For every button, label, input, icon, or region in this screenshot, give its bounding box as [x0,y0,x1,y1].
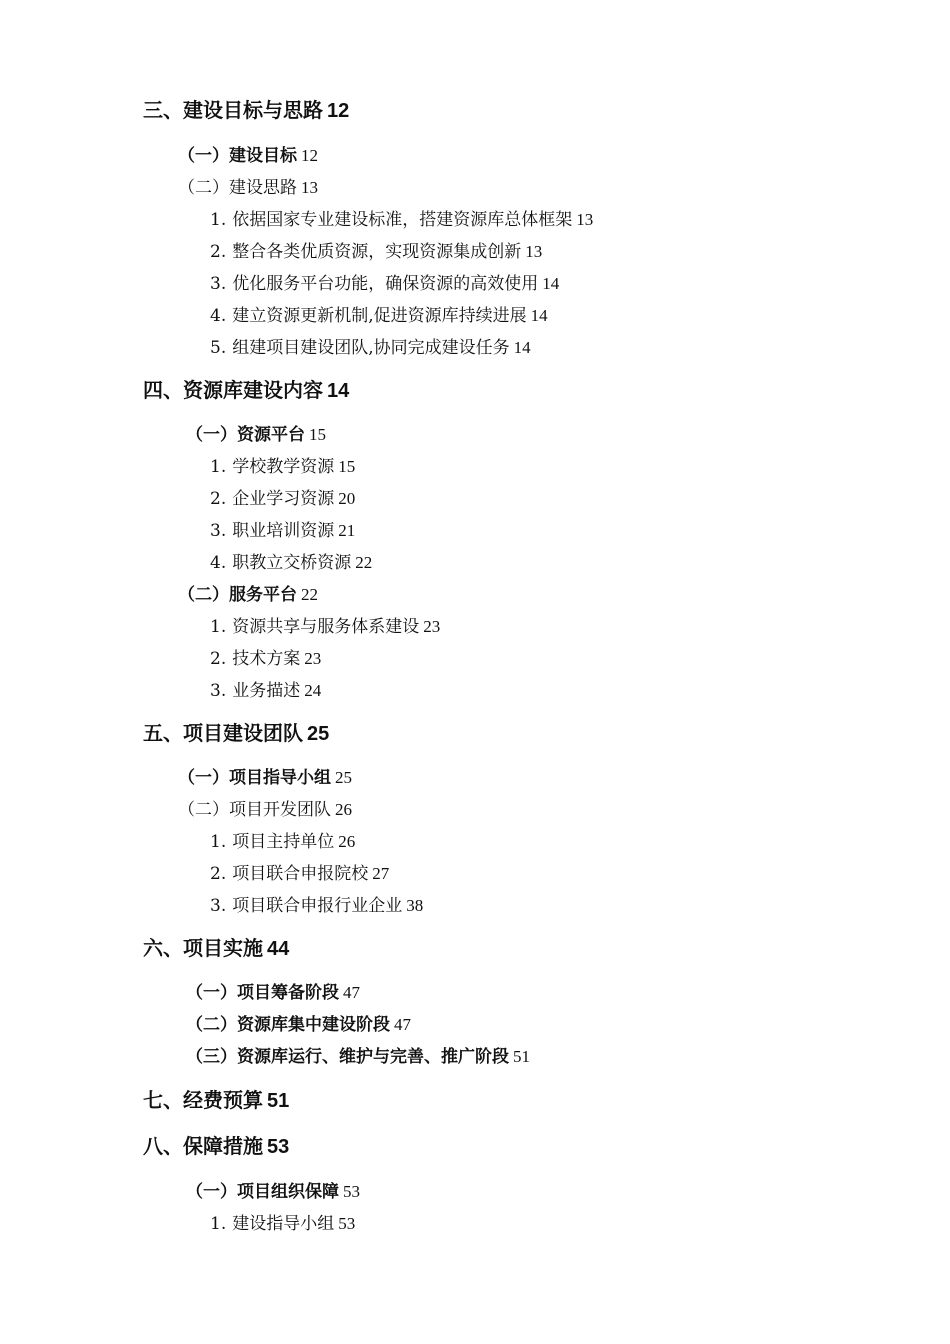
entry-title: 组建项目建设团队,协同完成建设任务 [232,338,510,358]
toc-subsection[interactable] [186,984,360,1002]
item-number: 1. [210,1214,227,1234]
item-number: 1. [210,457,227,477]
toc-section-5[interactable] [143,723,329,744]
item-number: 3. [210,681,227,701]
page-number: 27 [372,864,390,883]
toc-section-7[interactable] [143,1090,289,1111]
page-number: 21 [338,521,356,540]
entry-title: 职业培训资源 [232,521,335,541]
toc-subsection[interactable] [178,179,318,197]
toc-item[interactable] [210,897,423,915]
item-number: 1. [210,832,227,852]
entry-title: 资源共享与服务体系建设 [232,617,420,637]
item-number: 2. [210,489,227,509]
item-number: 2. [210,864,227,884]
toc-subsection[interactable] [178,586,318,604]
toc-section-4[interactable] [143,380,349,401]
entry-title: （一）建设目标 [178,146,297,166]
page-number: 47 [343,983,360,1002]
toc-subsection[interactable] [186,1183,360,1201]
item-number: 5. [210,338,227,358]
entry-title: 企业学习资源 [232,489,335,509]
entry-title: （三）资源库运行、维护与完善、推广阶段 [186,1047,509,1067]
page-number: 51 [513,1047,530,1066]
entry-title: 项目联合申报行业企业 [232,896,403,916]
entry-title: （二）项目开发团队 [178,800,331,820]
toc-item[interactable] [210,554,372,572]
page-number: 14 [513,338,531,357]
page-number: 12 [327,100,350,122]
page-number: 20 [338,489,356,508]
page-number: 14 [327,380,350,402]
item-number: 2. [210,649,227,669]
item-number: 4. [210,306,227,326]
page-number: 12 [301,146,318,165]
page-number: 22 [301,585,318,604]
entry-title: 依据国家专业建设标准，搭建资源库总体框架 [232,210,573,230]
entry-title: （一）资源平台 [186,425,305,445]
entry-title: 项目主持单位 [232,832,335,852]
page-number: 14 [530,306,548,325]
page-number: 25 [307,723,330,745]
toc-item[interactable] [210,650,321,668]
item-number: 1. [210,210,227,230]
item-number: 3. [210,521,227,541]
toc-section-6[interactable] [143,938,289,959]
toc-subsection[interactable] [178,801,352,819]
page-number: 38 [406,896,424,915]
entry-title: 五、项目建设团队 [143,721,303,745]
entry-title: 技术方案 [232,649,301,669]
entry-title: （二）资源库集中建设阶段 [186,1015,390,1035]
entry-title: 优化服务平台功能，确保资源的高效使用 [232,274,539,294]
toc-subsection[interactable] [178,147,318,165]
page-number: 23 [304,649,322,668]
toc-section-8[interactable] [143,1136,289,1157]
toc-item[interactable] [210,682,321,700]
toc-item[interactable] [210,275,559,293]
item-number: 3. [210,274,227,294]
page-number: 15 [309,425,326,444]
toc-subsection[interactable] [186,426,326,444]
toc-subsection[interactable] [186,1048,530,1066]
page-number: 47 [394,1015,411,1034]
toc-item[interactable] [210,865,389,883]
item-number: 3. [210,896,227,916]
page-number: 51 [267,1090,290,1112]
item-number: 2. [210,242,227,262]
page-number: 53 [267,1136,290,1158]
page-number: 24 [304,681,322,700]
entry-title: 学校教学资源 [232,457,335,477]
page-number: 53 [343,1182,360,1201]
item-number: 1. [210,617,227,637]
page-number: 44 [267,938,290,960]
entry-title: （二）服务平台 [178,585,297,605]
entry-title: 七、经费预算 [143,1088,263,1112]
entry-title: 整合各类优质资源，实现资源集成创新 [232,242,522,262]
entry-title: （一）项目筹备阶段 [186,983,339,1003]
page-number: 53 [338,1214,356,1233]
page-number: 13 [576,210,594,229]
page-number: 23 [423,617,441,636]
toc-item[interactable] [210,618,440,636]
entry-title: 六、项目实施 [143,936,263,960]
entry-title: 建立资源更新机制,促进资源库持续进展 [232,306,527,326]
page-number: 15 [338,457,356,476]
toc-item[interactable] [210,522,355,540]
page-number: 22 [355,553,373,572]
toc-item[interactable] [210,243,542,261]
entry-title: 建设指导小组 [232,1214,335,1234]
toc-subsection[interactable] [178,769,352,787]
entry-title: 三、建设目标与思路 [143,98,323,122]
page-number: 14 [542,274,560,293]
toc-item[interactable] [210,490,355,508]
toc-item[interactable] [210,458,355,476]
entry-title: （二）建设思路 [178,178,297,198]
page-number: 13 [301,178,318,197]
page-number: 26 [335,800,352,819]
entry-title: 业务描述 [232,681,301,701]
page-number: 13 [525,242,543,261]
page-number: 25 [335,768,352,787]
toc-item[interactable] [210,1215,355,1233]
toc-item[interactable] [210,211,593,229]
toc-item[interactable] [210,339,531,357]
toc-item[interactable] [210,833,355,851]
entry-title: 职教立交桥资源 [232,553,352,573]
entry-title: 四、资源库建设内容 [143,378,323,402]
entry-title: （一）项目组织保障 [186,1182,339,1202]
toc-item[interactable] [210,307,548,325]
entry-title: 八、保障措施 [143,1134,263,1158]
toc-section-3[interactable] [143,100,349,121]
entry-title: 项目联合申报院校 [232,864,369,884]
page-number: 26 [338,832,356,851]
item-number: 4. [210,553,227,573]
toc-subsection[interactable] [186,1016,411,1034]
entry-title: （一）项目指导小组 [178,768,331,788]
